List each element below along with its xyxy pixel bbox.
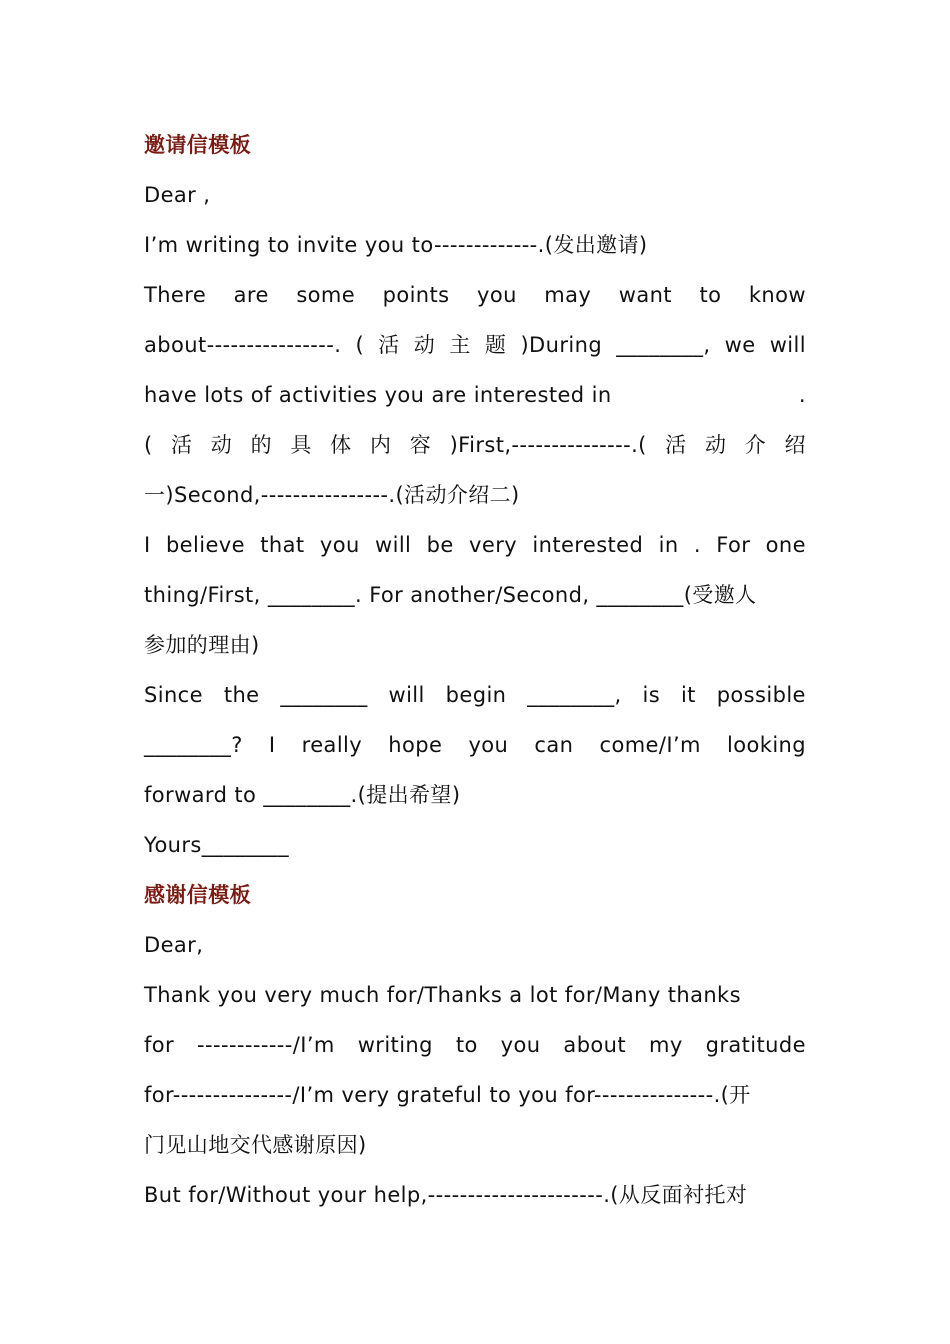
word: interested [532, 533, 644, 557]
word: we [724, 333, 756, 357]
word: ________, [527, 683, 622, 707]
invitation-paragraph-4 [144, 670, 806, 820]
word: about [563, 1033, 627, 1057]
word: for [144, 1033, 175, 1057]
word: ------------/I’m [197, 1033, 335, 1057]
word: it [680, 683, 696, 707]
text-line: forward to ________.(提出希望) [144, 783, 461, 807]
text-line: 门见山地交代感谢原因) [144, 1133, 367, 1157]
word: 容 [409, 433, 432, 457]
word: I [268, 733, 276, 757]
text-line [144, 1020, 806, 1070]
word: will [375, 533, 412, 557]
text-line [144, 320, 806, 370]
invitation-greeting: Dear , [144, 183, 211, 207]
word: in [658, 533, 679, 557]
invitation-paragraph-1: I’m writing to invite you to-------------.(发出邀请) [144, 233, 648, 257]
text-line [144, 270, 806, 320]
word: know [748, 283, 806, 307]
invitation-paragraph-3 [144, 520, 806, 670]
invitation-closing: Yours________ [144, 833, 289, 857]
word: the [223, 683, 260, 707]
word: are [233, 283, 269, 307]
word: 动 [704, 433, 727, 457]
word: one [765, 533, 806, 557]
word: 动 [413, 333, 436, 357]
word: 动 [210, 433, 233, 457]
word: come/I’m [599, 733, 701, 757]
word: I [144, 533, 151, 557]
thanks-greeting: Dear, [144, 933, 204, 957]
word: gratitude [705, 1033, 806, 1057]
text-line [144, 520, 806, 570]
word: There [144, 283, 207, 307]
text-line [144, 720, 806, 770]
word: writing [357, 1033, 433, 1057]
word: . [798, 383, 806, 407]
word: some [296, 283, 356, 307]
text-line: Thank you very much for/Thanks a lot for/Many thanks [144, 983, 741, 1007]
text-line [144, 370, 806, 420]
word: to [455, 1033, 478, 1057]
word: hope [388, 733, 443, 757]
word: 活 [170, 433, 193, 457]
word: 活 [378, 333, 400, 357]
word: For [716, 533, 751, 557]
word: . [693, 533, 701, 557]
word: you [477, 283, 517, 307]
word: ( [144, 433, 153, 457]
invitation-heading: 邀请信模板 [144, 133, 251, 157]
word: 介 [744, 433, 767, 457]
word: ________, [616, 333, 711, 357]
word: 具 [290, 433, 312, 457]
thanks-heading: 感谢信模板 [144, 883, 251, 907]
word: ( [355, 333, 365, 357]
word: you [319, 533, 360, 557]
text-line: 一)Second,----------------.(活动介绍二) [144, 483, 520, 507]
word: ________? [144, 733, 243, 757]
text-line [144, 670, 806, 720]
invitation-paragraph-2 [144, 270, 806, 520]
word: points [382, 283, 450, 307]
word: you [468, 733, 509, 757]
document-page [144, 120, 806, 1220]
word: 内 [369, 433, 392, 457]
word: want [618, 283, 672, 307]
word: begin [445, 683, 507, 707]
word: 绍 [784, 433, 806, 457]
text-line: for---------------/I’m very grateful to you for---------------.(开 [144, 1083, 751, 1107]
thanks-paragraph-2 [144, 1170, 806, 1220]
word: believe [165, 533, 245, 557]
word: be [426, 533, 454, 557]
word: really [301, 733, 363, 757]
word: 主 [449, 333, 471, 357]
word: about----------------. [144, 333, 342, 357]
text-line: But for/Without your help,----------------------.(从反面衬托对 [144, 1183, 748, 1207]
text-line [144, 420, 806, 470]
word: have lots of activities you are interested in [144, 383, 612, 407]
word: will [769, 333, 806, 357]
word: 体 [330, 433, 352, 457]
word: )First,---------------.( [449, 433, 647, 457]
word: Since [144, 683, 203, 707]
word: my [648, 1033, 683, 1057]
text-line: thing/First, ________. For another/Second, ________(受邀人 [144, 583, 757, 607]
word: can [534, 733, 574, 757]
word: will [388, 683, 425, 707]
word: ________ [280, 683, 368, 707]
word: 题 [484, 333, 507, 357]
word: that [260, 533, 305, 557]
word: 的 [250, 433, 272, 457]
word: is [642, 683, 661, 707]
text-line: 参加的理由) [144, 633, 260, 657]
word: you [500, 1033, 541, 1057]
word: )During [520, 333, 603, 357]
word: very [469, 533, 518, 557]
word: 活 [665, 433, 687, 457]
word: possible [716, 683, 806, 707]
word: may [544, 283, 592, 307]
thanks-paragraph-1 [144, 970, 806, 1170]
word: to [699, 283, 722, 307]
word: looking [727, 733, 806, 757]
